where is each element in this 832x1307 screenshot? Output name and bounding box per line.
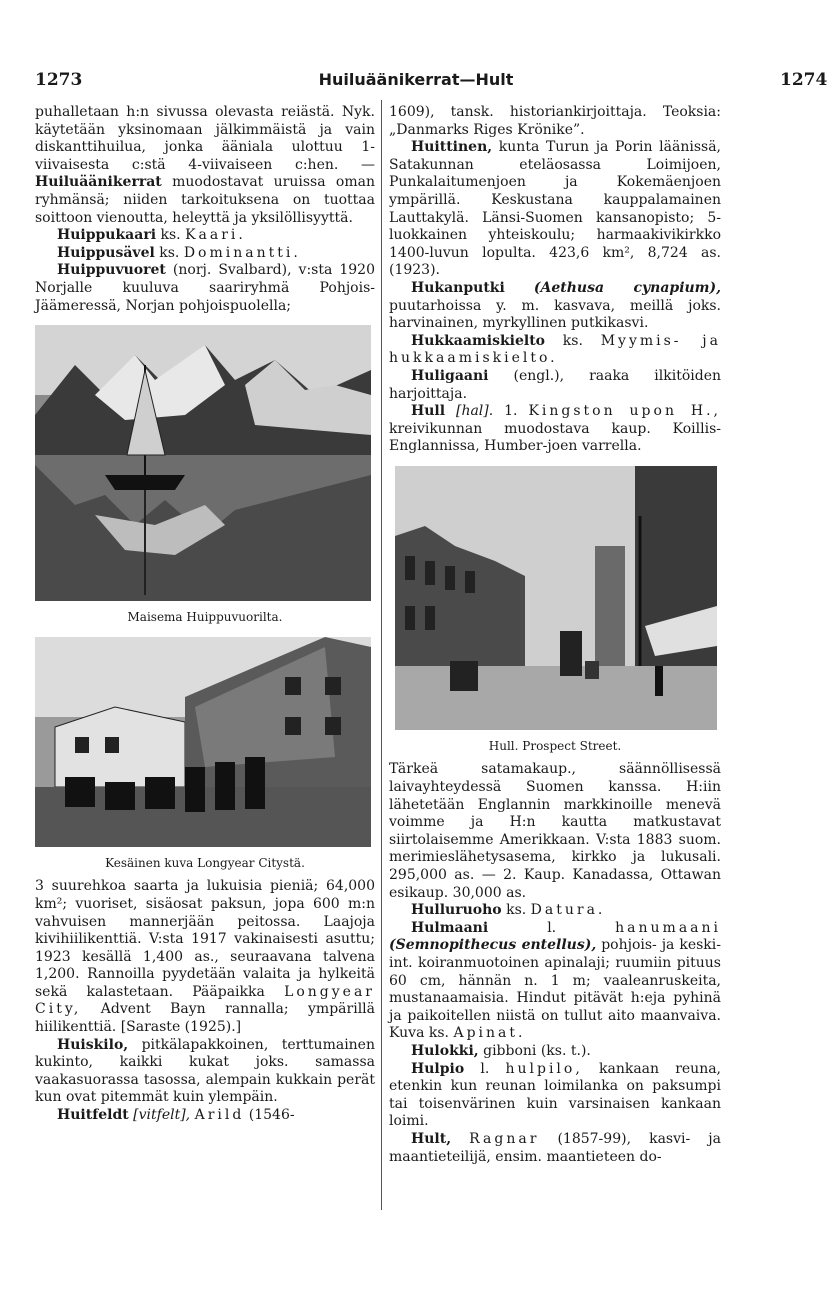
prospect-street-photo (395, 466, 717, 730)
headword: Huitfeldt (57, 1107, 129, 1124)
left-column (35, 104, 375, 1125)
entry-hulluruoho: Hulluruoho ks. Datura. (411, 902, 606, 919)
longyear-city-photo (35, 637, 371, 847)
entry-hull-cont: Tärkeä satamakaup., säännöllisessä laivayhteydessä Suomen kanssa. H:iin lähetetään Englannin markkinoille menevä voimme ja H:n kautta matkustavat siirtolaisemme Amerikkaan. V:sta 1883 suom. merimieslähetysasema, kirkko ja lukusali. 295,000 as. — 2. Kaup. Kanadassa, Ottawan esikaup. 30,000 as. (389, 761, 721, 901)
right-page-number: 1274 (780, 70, 828, 90)
figure-caption: Maisema Huippuvuorilta. (127, 610, 283, 625)
left-page-number: 1273 (35, 70, 83, 90)
landscape-photo (35, 325, 371, 601)
entry-huippuvuoret-cont: 3 suurehkoa saarta ja lukuisia pieniä; 64,000 km²; vuoriset, sisäosat paksun, jopa 600 m:n vahvuisen mannerjään peitossa. Laajoja kivihiilikenttiä. V:sta 1917 vakinaisesti asuttu; 1923 kesällä 1,400 as., seuraavana talvena 1,200. Rannoilla pyydetään valaita ja hylkeitä sekä kalastetaan. Pääpaikka Longyear City, Advent Bayn rannalla; ympärillä hiilikenttiä. [Saraste (1925).] (35, 878, 375, 1036)
entry-huippuvuoret: Huippuvuoret (norj. Svalbard), v:sta 1920 Norjalle kuuluva saariryhmä Pohjois-Jäämeressä, Norjan pohjoispuolella; (35, 262, 375, 314)
headword: Huligaani (411, 367, 489, 384)
entry-huittinen: Huittinen, kunta Turun ja Porin läänissä, Satakunnan eteläosassa Loimijoen, Punkalaitumenjoen ja Kokemäenjoen ympärillä. Keskustana kauppalamainen Lauttakylä. Länsi-Suomen kansanopisto; 5-luokkainen yhteiskoulu; harmaakivikirkko 1400-luvun lopulta. 423,6 km², 8,724 as. (1923). (389, 139, 722, 279)
headword: Huiskilo, (57, 1036, 129, 1053)
headword: Huippusävel (57, 244, 155, 261)
headword: Huippukaari (57, 227, 157, 244)
figure-caption: Kesäinen kuva Longyear Citystä. (105, 855, 305, 870)
entry-huligaani: Huligaani (engl.), raaka ilkitöiden harjoittaja. (389, 367, 721, 402)
entry-hull: Hull [hal]. 1. Kingston upon H., kreivikunnan muodostava kaup. Koillis-Englannissa, Humber-joen varrella. (389, 403, 722, 455)
column-divider (381, 100, 382, 1210)
entry-hukanputki: Hukanputki (Aethusa cynapium), puutarhoissa y. m. kasvava, meillä joks. harvinainen, myrkyllinen putkikasvi. (389, 279, 721, 332)
figure-maisema (35, 325, 375, 627)
entry-hulmaani: Hulmaani l. hanumaani (Semnopithecus entellus), pohjois- ja keski-int. koiranmuotoinen apinalaji; ruumiin pituus 60 cm, hännän n. 1 m; vaaleanruskeita, mustanaamaisia. Hindut pitävät h:eja pyhinä ja paikoitellen niistä on tullut aito maanvaiva. Kuva ks. Apinat. (389, 919, 722, 1042)
entry-hukkaamiskielto: Hukkaamiskielto ks. Myymis- ja hukkaamiskielto. (389, 332, 721, 367)
entry-hult: Hult, Ragnar (1857-99), kasvi- ja maantieteilijä, ensim. maantieteen do- (389, 1130, 721, 1165)
entry-huiskilo: Huiskilo, pitkälapakkoinen, terttumainen kukinto, kaikki kukat joks. samassa vaakasuorassa tasossa, alempain kukkain perät kun ovat pitemmät kuin ylempäin. (35, 1036, 375, 1106)
headword: Huippuvuoret (57, 262, 166, 279)
headword: Hulluruoho (411, 902, 502, 919)
headword: Huittinen, (411, 139, 493, 156)
entry-huiluaanikerrat: puhalletaan h:n sivussa olevasta reiästä. Nyk. käytetään yksinomaan jälkimmäistä ja vain diskanttihuilua, jonka ääniala ulottuu 1-viivaisesta c:stä 4-viivaiseen c:hen. — Huiluäänikerrat muodostavat uruissa oman ryhmänsä; niiden tarkoituksena on tuottaa soittoon vienoutta, heleyttä ja yksilöllisyyttä. (35, 104, 376, 226)
headword: Hult, (411, 1130, 452, 1147)
headword: Hulmaani (411, 919, 489, 936)
entry-huitfeldt: Huitfeldt [vitfelt], Arild (1546- (57, 1107, 295, 1124)
figure-hull (389, 466, 721, 756)
entry-hulpio: Hulpio l. hulpilo, kankaan reuna, etenkin kun reunan loimilanka on paksumpi tai toisenvärinen kuin varsinaisen kankaan loimi. (389, 1060, 722, 1130)
entry-huitfeldt-cont: 1609), tansk. historiankirjoittaja. Teoksia: „Danmarks Riges Krönike”. (389, 104, 721, 138)
headword: Huiluäänikerrat (35, 174, 162, 191)
headword: Hull (411, 403, 446, 420)
figure-longyear (35, 637, 375, 873)
headword: Hulpio (411, 1060, 465, 1077)
figure-caption: Hull. Prospect Street. (488, 738, 622, 753)
entry-huippukaari: Huippukaari ks. Kaari. (57, 227, 246, 244)
entry-huippusavel: Huippusävel ks. Dominantti. (57, 244, 301, 261)
headword: Hukanputki (411, 279, 505, 296)
headword: Hukkaamiskielto (411, 332, 546, 349)
headword: Hulokki, (411, 1042, 479, 1059)
right-column (389, 104, 721, 1166)
entry-hulokki: Hulokki, gibboni (ks. t.). (411, 1042, 591, 1059)
running-title: Huiluäänikerrat—Hult (318, 70, 514, 89)
